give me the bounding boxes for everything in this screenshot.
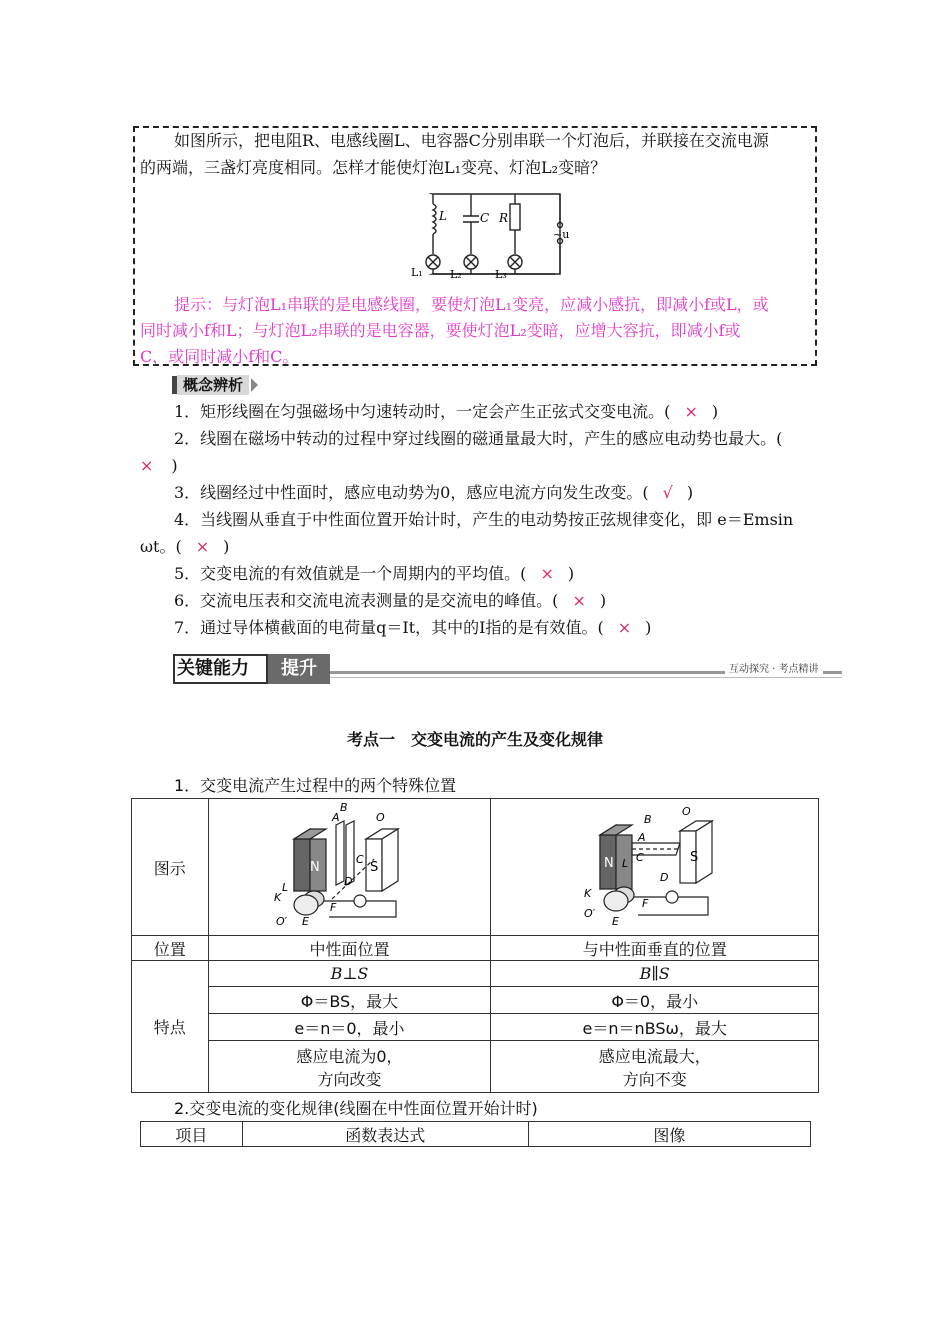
cell-feat3-perpendicular: e＝n＝nBSω，最大	[491, 1014, 819, 1041]
rules-table	[140, 1121, 811, 1147]
fig2-B: B	[643, 813, 652, 826]
label-C: C	[480, 211, 490, 225]
label-u: ~u	[553, 228, 570, 241]
section-sub2: 2.交变电流的变化规律(线圈在中性面位置开始计时)	[174, 1099, 538, 1118]
cell-feat4-neutral: 感应电流为0， 方向改变	[208, 1041, 491, 1093]
figure-perpendicular	[491, 799, 819, 936]
hint-line1: 提示：与灯泡L₁串联的是电感线圈，要使灯泡L₁变亮，应减小感抗，即减小f或L，或	[174, 295, 769, 314]
fig1-K: K	[274, 891, 282, 904]
banner-sub: 互动探究 · 考点精讲	[725, 660, 823, 675]
concept-item-3: 3．线圈经过中性面时，感应电动势为0，感应电流方向发生改变。( √ )	[174, 483, 694, 502]
banner-left: 关键能力	[177, 658, 249, 679]
row-header-features: 特点	[132, 961, 209, 1093]
fig2-K: K	[583, 887, 591, 900]
fig2-O-prime: O′	[583, 907, 595, 920]
col-header-expression: 函数表达式	[242, 1122, 528, 1147]
label-R: R	[499, 211, 509, 225]
question-line2: 的两端，三盏灯亮度相同。怎样才能使灯泡L₁变亮、灯泡L₂变暗？	[140, 158, 607, 177]
fig2-A: A	[637, 831, 646, 844]
fig1-F: F	[330, 901, 337, 914]
circuit-diagram	[405, 184, 585, 284]
row-header-figure: 图示	[132, 799, 209, 936]
fig2-N: N	[603, 856, 614, 871]
label-L3: L₃	[495, 268, 507, 281]
cell-feat2-perpendicular: Φ＝0，最小	[491, 987, 819, 1014]
figure-neutral	[208, 799, 491, 936]
fig1-N: N	[310, 860, 321, 875]
banner-right: 提升	[268, 654, 330, 684]
fig1-O-prime: O′	[276, 915, 288, 928]
fig1-O: O	[376, 811, 386, 824]
fig2-O: O	[681, 805, 691, 818]
hint-line2: 同时减小f和L；与灯泡L₂串联的是电容器，要使灯泡L₂变暗，应增大容抗，即减小f或	[140, 321, 741, 340]
concept-item-4-cont: ωt。( × )	[140, 537, 230, 556]
question-line1: 如图所示，把电阻R、电感线圈L、电容器C分别串联一个灯泡后，并联接在交流电源	[174, 131, 769, 150]
fig2-E: E	[611, 915, 619, 928]
fig1-D: D	[344, 875, 353, 888]
hint-line3: C，或同时减小f和C。	[140, 347, 299, 366]
concept-title-tag	[172, 374, 258, 396]
generator-diagram-neutral	[274, 801, 424, 929]
fig2-F: F	[641, 897, 649, 910]
positions-table	[131, 798, 819, 1093]
fig1-A: A	[332, 811, 340, 824]
fig1-L: L	[282, 881, 289, 894]
cell-feat3-neutral: e＝n＝0，最小	[208, 1014, 491, 1041]
fig1-B: B	[340, 801, 348, 814]
cell-feat1-neutral: B⊥S	[208, 961, 491, 987]
concept-item-2-cont: × )	[140, 456, 178, 475]
concept-title: 概念辨析	[177, 375, 249, 395]
col-header-graph: 图像	[528, 1122, 810, 1147]
fig2-C: C	[635, 851, 644, 864]
fig2-D: D	[659, 871, 669, 884]
fig1-S: S	[370, 860, 379, 875]
cell-pos-neutral: 中性面位置	[208, 936, 491, 961]
label-L: L	[439, 209, 447, 223]
concept-item-1: 1．矩形线圈在匀强磁场中匀速转动时，一定会产生正弦式交变电流。( × )	[174, 402, 719, 421]
section-banner	[173, 654, 842, 684]
concept-item-7: 7．通过导体横截面的电荷量q＝It，其中的I指的是有效值。( × )	[174, 618, 652, 637]
concept-item-5: 5．交变电流的有效值就是一个周期内的平均值。( × )	[174, 564, 575, 583]
cell-feat4-perpendicular: 感应电流最大， 方向不变	[491, 1041, 819, 1093]
concept-item-2: 2．线圈在磁场中转动的过程中穿过线圈的磁通量最大时，产生的感应电动势也最大。(	[174, 429, 783, 448]
row-header-position: 位置	[132, 936, 209, 961]
concept-item-6: 6．交流电压表和交流电流表测量的是交流电的峰值。( × )	[174, 591, 607, 610]
cell-feat1-perpendicular: B∥S	[491, 961, 819, 987]
cell-pos-perpendicular: 与中性面垂直的位置	[491, 936, 819, 961]
fig1-E: E	[302, 915, 310, 928]
fig2-S: S	[689, 850, 698, 865]
section-sub1: 1．交变电流产生过程中的两个特殊位置	[174, 776, 457, 795]
col-header-item: 项目	[141, 1122, 243, 1147]
generator-diagram-perpendicular	[580, 801, 730, 929]
label-L2: L₂	[450, 268, 462, 281]
cell-feat2-neutral: Φ＝BS，最大	[208, 987, 491, 1014]
tag-arrow-icon	[251, 378, 258, 392]
label-L1: L₁	[411, 266, 423, 279]
fig2-L: L	[621, 857, 628, 870]
section-title: 考点一 交变电流的产生及变化规律	[346, 730, 603, 749]
fig1-C: C	[356, 853, 365, 866]
concept-item-4: 4．当线圈从垂直于中性面位置开始计时，产生的电动势按正弦规律变化，即 e＝Emsin	[174, 510, 794, 529]
